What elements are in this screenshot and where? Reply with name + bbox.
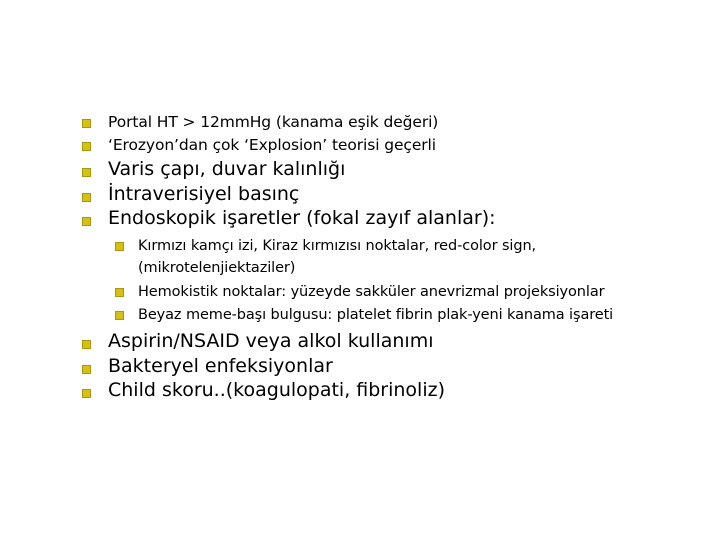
square-bullet-icon xyxy=(82,168,91,177)
square-bullet-icon xyxy=(82,389,91,398)
list-item-text: İntraverisiyel basınç xyxy=(108,183,300,205)
list-item-text: Child skoru..(koagulopati, fibrinoliz) xyxy=(108,379,445,401)
square-bullet-icon xyxy=(82,119,91,128)
list-item-text: Endoskopik işaretler (fokal zayıf alanlar): xyxy=(108,207,496,229)
sublist-item-text-continued: (mikrotelenjiektaziler) xyxy=(138,260,296,276)
square-bullet-icon xyxy=(115,311,124,320)
list-item-text: Bakteryel enfeksiyonlar xyxy=(108,355,333,377)
list-item-text: Varis çapı, duvar kalınlığı xyxy=(108,158,346,180)
square-bullet-icon xyxy=(82,365,91,374)
square-bullet-icon xyxy=(82,193,91,202)
square-bullet-icon xyxy=(82,142,91,151)
square-bullet-icon xyxy=(115,288,124,297)
sublist-item-text: Beyaz meme-başı bulgusu: platelet fibrin plak-yeni kanama işareti xyxy=(138,307,614,323)
list-item-text: ‘Erozyon’dan çok ‘Explosion’ teorisi geçerli xyxy=(108,136,436,154)
list-item-text: Portal HT > 12mmHg (kanama eşik değeri) xyxy=(108,113,439,131)
sublist-item-text: Kırmızı kamçı izi, Kiraz kırmızısı noktalar, red-color sign, xyxy=(138,238,537,254)
square-bullet-icon xyxy=(82,340,91,349)
list-item-text: Aspirin/NSAID veya alkol kullanımı xyxy=(108,330,434,352)
square-bullet-icon xyxy=(115,242,124,251)
square-bullet-icon xyxy=(82,217,91,226)
sublist-item-text: Hemokistik noktalar: yüzeyde sakküler anevrizmal projeksiyonlar xyxy=(138,284,605,300)
